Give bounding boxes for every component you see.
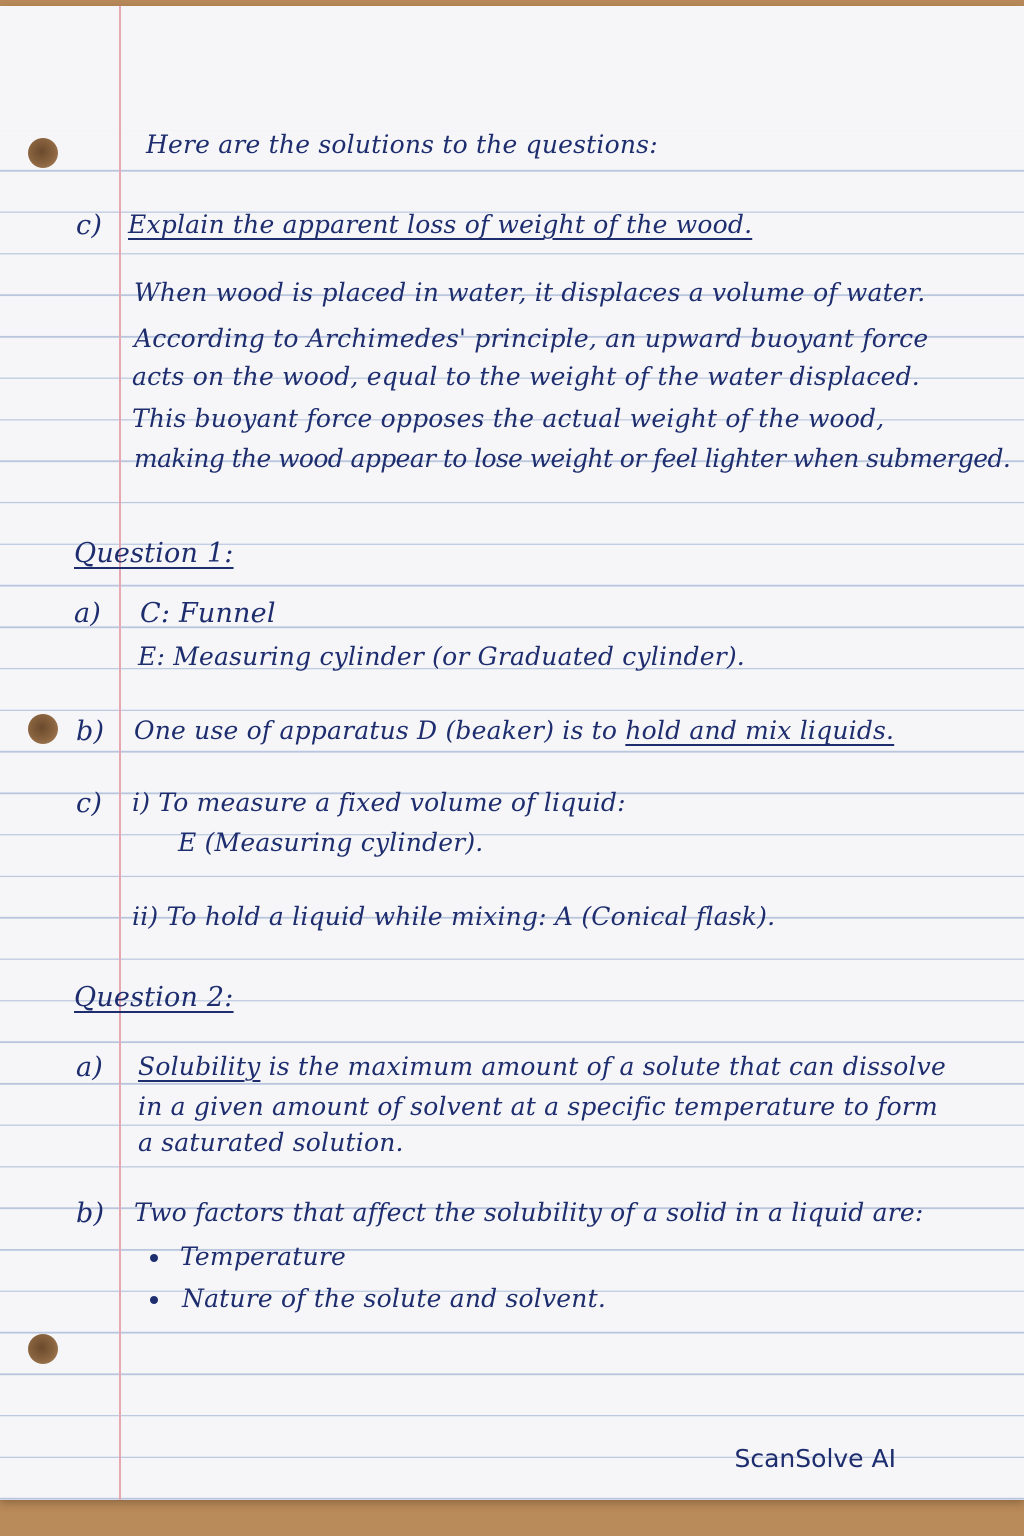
q2-a-line-2: in a given amount of solvent at a specific temperature to form	[138, 1092, 938, 1121]
bullet-dot-2	[150, 1296, 158, 1304]
q2-b-text: Two factors that affect the solubility of a solid in a liquid are:	[134, 1198, 924, 1227]
q1-b-label: b)	[76, 716, 105, 747]
q1-c-i-line-1: i) To measure a fixed volume of liquid:	[132, 788, 626, 817]
part-c-line-1: When wood is placed in water, it displaces a volume of water.	[134, 278, 926, 307]
margin-line	[119, 6, 121, 1500]
q2-a-line-1	[138, 1052, 946, 1081]
q2-a-label: a)	[76, 1052, 104, 1083]
part-c-label: c)	[76, 210, 103, 241]
q1-c-ii: ii) To hold a liquid while mixing: A (Conical flask).	[132, 902, 776, 931]
q1-b-underlined: hold and mix liquids.	[625, 716, 895, 745]
q1-c-i-line-2: E (Measuring cylinder).	[178, 828, 484, 857]
part-c-line-5: making the wood appear to lose weight or feel lighter when submerged.	[134, 444, 1011, 473]
q2-b-label: b)	[76, 1198, 105, 1229]
q1-a-line-1: C: Funnel	[140, 598, 276, 629]
binder-hole-bottom	[28, 1334, 58, 1364]
q2-b-bullet-2: Nature of the solute and solvent.	[182, 1284, 606, 1313]
solubility-term: Solubility	[138, 1052, 261, 1081]
brand-watermark: ScanSolve AI	[734, 1444, 896, 1473]
q2-b-bullet-1: Temperature	[180, 1242, 346, 1271]
intro-text: Here are the solutions to the questions:	[146, 130, 658, 159]
q2-a-line-3: a saturated solution.	[138, 1128, 404, 1157]
q1-c-label: c)	[76, 788, 103, 819]
part-c-line-3: acts on the wood, equal to the weight of the water displaced.	[132, 362, 920, 391]
part-c-line-4: This buoyant force opposes the actual weight of the wood,	[132, 404, 885, 433]
bullet-dot-1	[150, 1254, 158, 1262]
q1-b-text	[134, 716, 894, 745]
question-2-title: Question 2:	[74, 982, 234, 1013]
part-c-line-2: According to Archimedes' principle, an upward buoyant force	[134, 324, 929, 353]
q1-a-label: a)	[74, 598, 102, 629]
question-1-title: Question 1:	[74, 538, 234, 569]
part-c-heading: Explain the apparent loss of weight of the wood.	[128, 210, 753, 239]
q1-a-line-2: E: Measuring cylinder (or Graduated cylinder).	[138, 642, 745, 671]
binder-hole-top	[28, 138, 58, 168]
page-top-margin	[0, 6, 1024, 130]
binder-hole-middle	[28, 714, 58, 744]
notebook-page	[0, 6, 1024, 1500]
q2-a-line-1-rest: is the maximum amount of a solute that can dissolve	[268, 1052, 946, 1081]
q1-b-main: One use of apparatus D (beaker) is to	[134, 716, 618, 745]
